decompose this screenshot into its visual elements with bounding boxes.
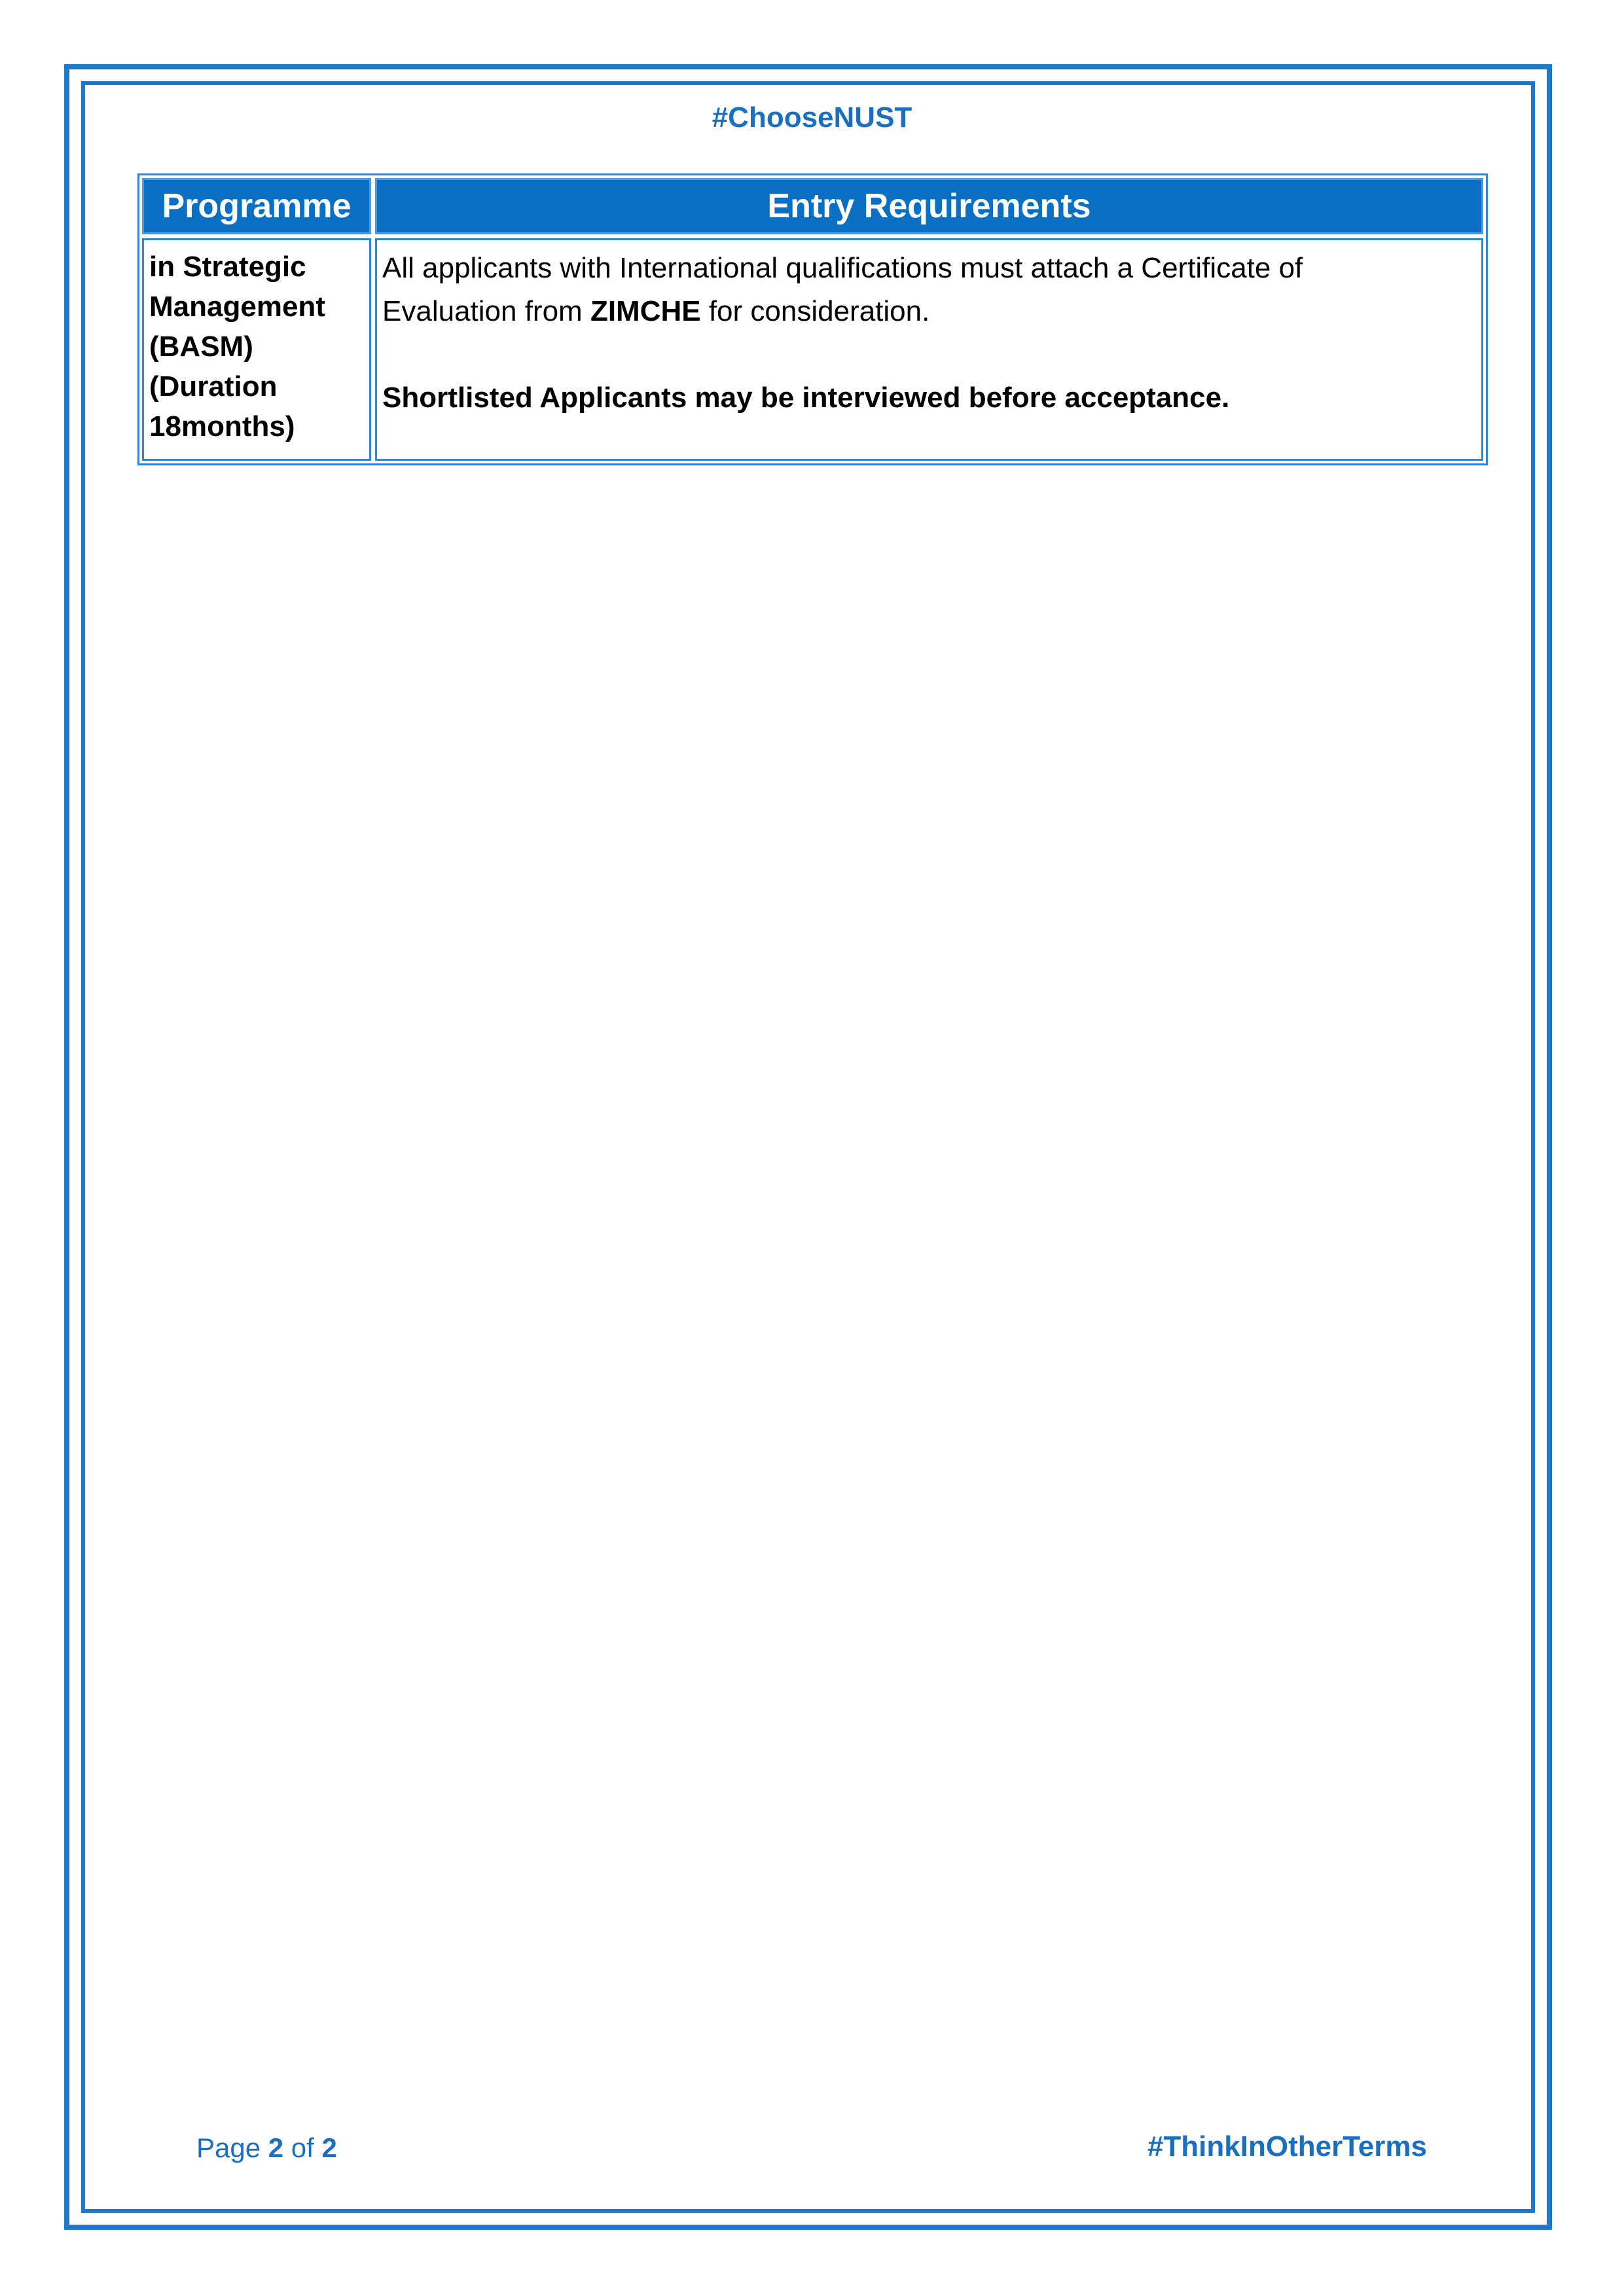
requirement-text-segment: for consideration. <box>700 295 930 327</box>
paragraph-spacer <box>382 333 1476 376</box>
footer-hashtag: #ThinkInOtherTerms <box>1147 2130 1427 2162</box>
requirement-text-line: All applicants with International qualifications must attach a Certificate of <box>382 252 1303 284</box>
programme-cell <box>142 238 371 461</box>
column-header-programme: Programme <box>142 178 371 234</box>
column-header-entry-requirements: Entry Requirements <box>375 178 1483 234</box>
programme-line: (Duration <box>149 370 278 403</box>
page-prefix: Page <box>196 2132 268 2163</box>
requirement-text-line <box>382 290 1476 333</box>
programme-line: 18months) <box>149 410 295 442</box>
programme-line: in Strategic <box>149 251 306 283</box>
interview-note-text: Shortlisted Applicants may be interviewed before acceptance. <box>382 382 1230 414</box>
page-number <box>196 2128 337 2168</box>
header-hashtag: #ChooseNUST <box>712 101 912 134</box>
requirement-text-segment: Evaluation from <box>382 295 590 327</box>
page-current: 2 <box>268 2132 284 2163</box>
page-of: of <box>283 2132 322 2163</box>
interview-note <box>382 376 1476 420</box>
zimche-term: ZIMCHE <box>590 295 701 327</box>
programme-line: Management <box>149 291 325 323</box>
programme-line: (BASM) <box>149 331 253 363</box>
page-total: 2 <box>321 2132 337 2163</box>
requirements-cell <box>375 238 1483 461</box>
entry-requirements-table <box>137 173 1488 465</box>
